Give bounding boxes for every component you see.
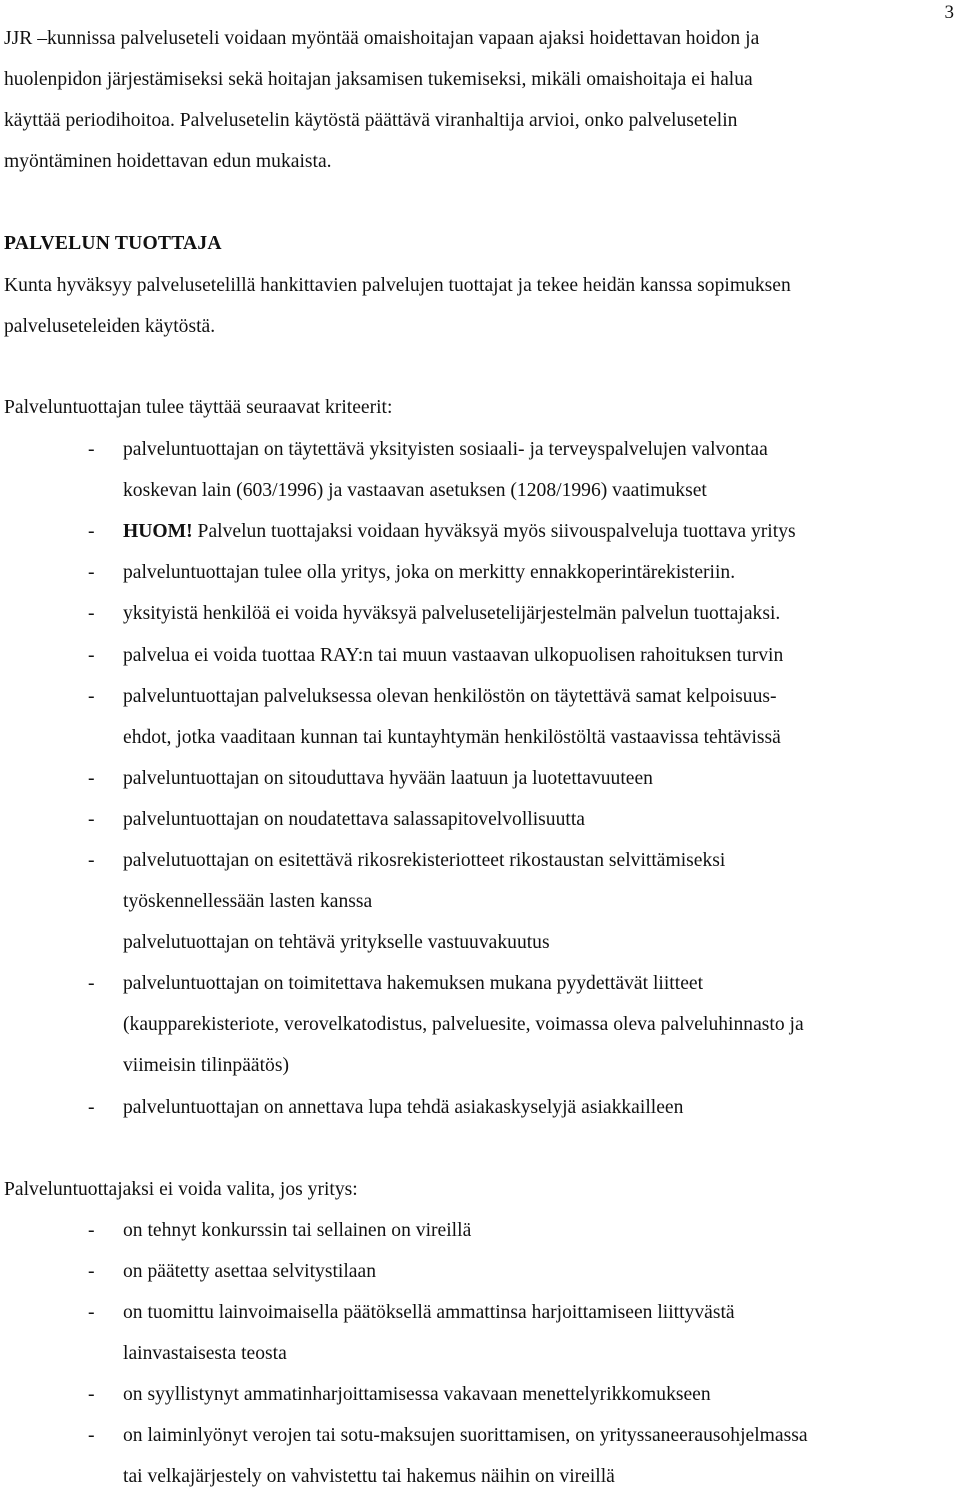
exclusion-item-4: on syyllistynyt ammatinharjoittamisessa vakavaan menettelyrikkomukseen xyxy=(123,1384,711,1405)
bullet-dash: - xyxy=(88,973,95,994)
bullet-dash: - xyxy=(88,1302,95,1323)
bullet-dash: - xyxy=(88,1097,95,1118)
criteria-item-9-line-1: palvelutuottajan on esitettävä rikosrekisteriotteet rikostaustan selvittämiseksi xyxy=(123,850,726,871)
section-line-1: Kunta hyväksyy palvelusetelillä hankittavien palvelujen tuottajat ja tekee heidän kanssa sopimuksen xyxy=(4,275,791,296)
bullet-dash: - xyxy=(88,1425,95,1446)
exclusion-item-5-line-1: on laiminlyönyt verojen tai sotu-maksujen suorittamisen, on yrityssaneerausohjelmassa xyxy=(123,1425,808,1446)
criteria-intro: Palveluntuottajan tulee täyttää seuraavat kriteerit: xyxy=(4,397,393,418)
criteria-item-9-line-3: palvelutuottajan on tehtävä yritykselle vastuuvakuutus xyxy=(123,932,550,953)
criteria-item-4: yksityistä henkilöä ei voida hyväksyä palvelusetelijärjestelmän palvelun tuottajaksi. xyxy=(123,603,781,624)
criteria-item-1-line-2: koskevan lain (603/1996) ja vastaavan asetuksen (1208/1996) vaatimukset xyxy=(123,480,707,501)
bullet-dash: - xyxy=(88,562,95,583)
intro-line-2: huolenpidon järjestämiseksi sekä hoitajan jaksamisen tukemiseksi, mikäli omaishoitaja ei halua xyxy=(4,69,753,90)
criteria-item-8: palveluntuottajan on noudatettava salassapitovelvollisuutta xyxy=(123,809,585,830)
bullet-dash: - xyxy=(88,1220,95,1241)
criteria-item-6-line-1: palveluntuottajan palveluksessa olevan henkilöstön on täytettävä samat kelpoisuus- xyxy=(123,686,777,707)
bullet-dash: - xyxy=(88,645,95,666)
huom-label: HUOM! xyxy=(123,521,193,542)
bullet-dash: - xyxy=(88,809,95,830)
bullet-dash: - xyxy=(88,521,95,542)
page-number: 3 xyxy=(944,2,954,23)
exclusion-item-1: on tehnyt konkurssin tai sellainen on vireillä xyxy=(123,1220,472,1241)
criteria-item-1-line-1: palveluntuottajan on täytettävä yksityisten sosiaali- ja terveyspalvelujen valvontaa xyxy=(123,439,768,460)
intro-line-1: JJR –kunnissa palveluseteli voidaan myöntää omaishoitajan vapaan ajaksi hoidettavan hoidon ja xyxy=(4,28,760,49)
bullet-dash: - xyxy=(88,1261,95,1282)
criteria-item-3: palveluntuottajan tulee olla yritys, joka on merkitty ennakkoperintärekisteriin. xyxy=(123,562,736,583)
intro-line-3: käyttää periodihoitoa. Palvelusetelin käytöstä päättävä viranhaltija arvioi, onko palvelusetelin xyxy=(4,110,738,131)
section-heading: PALVELUN TUOTTAJA xyxy=(4,233,222,254)
bullet-dash: - xyxy=(88,768,95,789)
bullet-dash: - xyxy=(88,439,95,460)
criteria-item-10-line-2: (kaupparekisteriote, verovelkatodistus, palveluesite, voimassa oleva palveluhinnasto ja xyxy=(123,1014,804,1035)
criteria-item-10-line-1: palveluntuottajan on toimitettava hakemuksen mukana pyydettävät liitteet xyxy=(123,973,704,994)
criteria-item-10-line-3: viimeisin tilinpäätös) xyxy=(123,1055,289,1076)
exclusion-item-2: on päätetty asettaa selvitystilaan xyxy=(123,1261,376,1282)
exclusion-item-3-line-1: on tuomittu lainvoimaisella päätöksellä ammattinsa harjoittamiseen liittyvästä xyxy=(123,1302,735,1323)
bullet-dash: - xyxy=(88,603,95,624)
bullet-dash: - xyxy=(88,850,95,871)
criteria-item-2 xyxy=(123,521,796,543)
criteria-item-5: palvelua ei voida tuottaa RAY:n tai muun vastaavan ulkopuolisen rahoituksen turvin xyxy=(123,645,784,666)
exclusion-item-3-line-2: lainvastaisesta teosta xyxy=(123,1343,287,1364)
exclusion-item-5-line-2: tai velkajärjestely on vahvistettu tai hakemus näihin on vireillä xyxy=(123,1466,615,1487)
bullet-dash: - xyxy=(88,1384,95,1405)
criteria-item-7: palveluntuottajan on sitouduttava hyvään laatuun ja luotettavuuteen xyxy=(123,768,653,789)
criteria-item-9-line-2: työskennellessään lasten kanssa xyxy=(123,891,373,912)
criteria-item-11: palveluntuottajan on annettava lupa tehdä asiakaskyselyjä asiakkailleen xyxy=(123,1097,684,1118)
section-line-2: palveluseteleiden käytöstä. xyxy=(4,316,216,337)
criteria-item-6-line-2: ehdot, jotka vaaditaan kunnan tai kuntayhtymän henkilöstöltä vastaavissa tehtävissä xyxy=(123,727,781,748)
bullet-dash: - xyxy=(88,686,95,707)
criteria-item-2-text: Palvelun tuottajaksi voidaan hyväksyä myös siivouspalveluja tuottava yritys xyxy=(192,521,796,542)
intro-line-4: myöntäminen hoidettavan edun mukaista. xyxy=(4,151,332,172)
exclusions-intro: Palveluntuottajaksi ei voida valita, jos yritys: xyxy=(4,1179,358,1200)
